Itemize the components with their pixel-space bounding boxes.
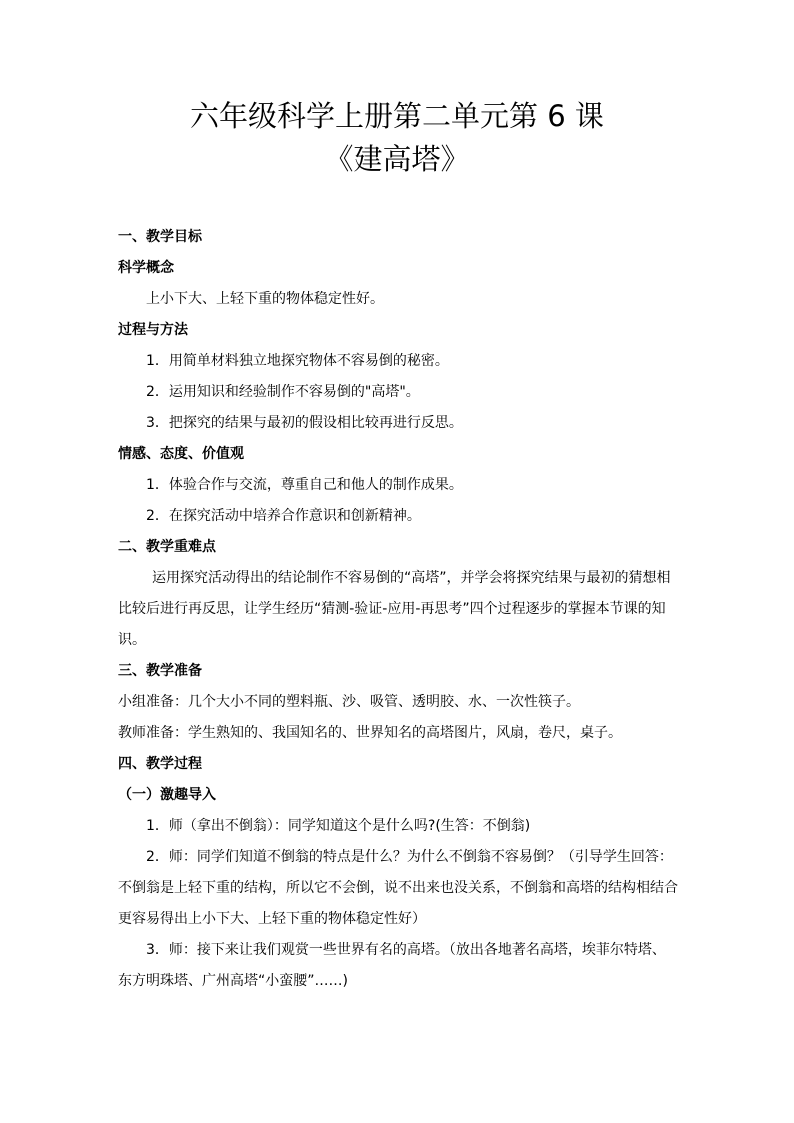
process-item-3: 3．把探究的结果与最初的假设相比较再进行反思。 xyxy=(146,415,463,431)
step-item-1: 1．师（拿出不倒翁）：同学知道这个是什么吗?(生答：不倒翁) xyxy=(146,818,531,834)
section-heading-objectives: 一、教学目标 xyxy=(118,229,202,245)
step-item-3: 3．师：接下来让我们观赏一些世界有名的高塔。（放出各地著名高塔，埃菲尔特塔、东方明珠塔、广州高塔“小蛮腰”……) xyxy=(118,942,666,989)
step-item-2: 2．师：同学们知道不倒翁的特点是什么？为什么不倒翁不容易倒？（引导学生回答：不倒翁是上轻下重的结构，所以它不会倒，说不出来也没关系，不倒翁和高塔的结构相结合更容易得出上小下大、上轻下重的物体稳定性好） xyxy=(118,849,678,927)
process-item-2: 2．运用知识和经验制作不容易倒的"高塔"。 xyxy=(146,384,420,400)
process-item-1: 1．用简单材料独立地探究物体不容易倒的秘密。 xyxy=(146,353,449,369)
key-points-text: 运用探究活动得出的结论制作不容易倒的“高塔”，并学会将探究结果与最初的猜想相比较后进行再反思，让学生经历“猜测-验证-应用-再思考”四个过程逐步的掌握本节课的知识。 xyxy=(118,570,671,648)
section-heading-key-points: 二、教学重难点 xyxy=(118,539,216,555)
section-heading-process: 四、教学过程 xyxy=(118,756,202,772)
prep-group-text: 小组准备：几个大小不同的塑料瓶、沙、吸管、透明胶、水、一次性筷子。 xyxy=(118,694,580,710)
lesson-title: 《建高塔》 xyxy=(324,142,470,176)
concept-text: 上小下大、上轻下重的物体稳定性好。 xyxy=(146,291,384,307)
subheading-intro: （一）激趣导入 xyxy=(118,787,216,803)
emotion-item-2: 2．在探究活动中培养合作意识和创新精神。 xyxy=(146,508,421,524)
prep-teacher-text: 教师准备：学生熟知的、我国知名的、世界知名的高塔图片，风扇，卷尺，桌子。 xyxy=(118,725,622,741)
subheading-process: 过程与方法 xyxy=(118,322,188,338)
document-body xyxy=(118,222,678,997)
emotion-item-1: 1．体验合作与交流，尊重自己和他人的制作成果。 xyxy=(146,477,463,493)
subheading-concept: 科学概念 xyxy=(118,260,174,276)
document-title: 六年级科学上册第二单元第 6 课 xyxy=(190,99,604,133)
subheading-emotion: 情感、态度、价值观 xyxy=(118,446,244,462)
section-heading-preparation: 三、教学准备 xyxy=(118,663,202,679)
